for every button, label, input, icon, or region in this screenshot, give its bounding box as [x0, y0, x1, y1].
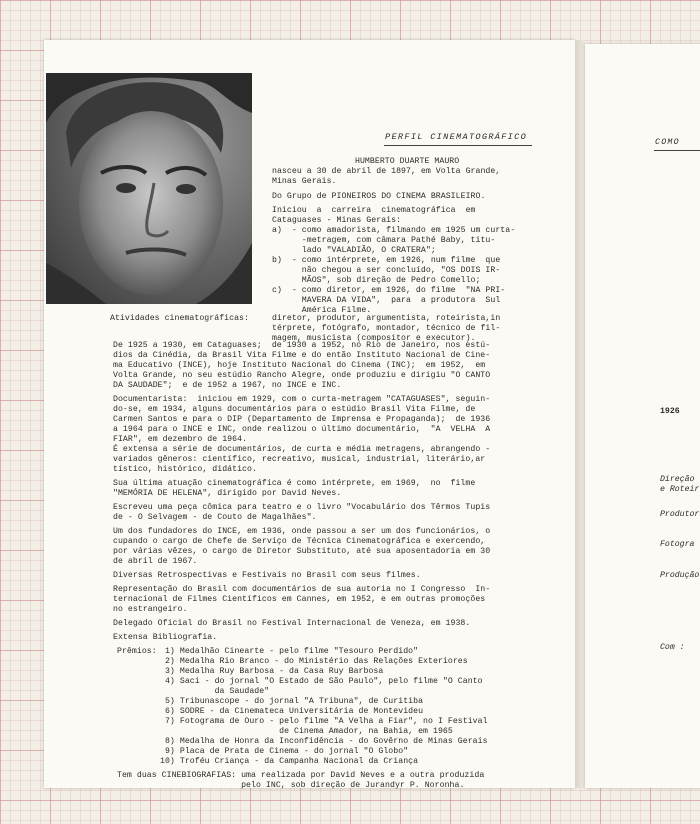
prize-item: 5) Tribunascope - do jornal "A Tribuna", de Curitiba — [160, 697, 424, 706]
intro-line: nasceu a 30 de abril de 1897, em Volta Grande, — [272, 167, 501, 176]
career-line: não chegou a ser concluído, "OS DOIS IR- — [272, 266, 501, 275]
career-line: MAVERA DA VIDA", para a produtora Sul — [272, 296, 501, 305]
career-line: América Filme. — [272, 306, 372, 315]
body-line: ternacional de Filmes Científicos em Cannes, em 1952, e em outras promoções — [113, 595, 486, 604]
right-label: Com : — [660, 643, 685, 652]
right-year: 1926 — [660, 407, 680, 416]
body-line: tístico, histórico, didático. — [113, 465, 257, 474]
body-line: no estrangeiro. — [113, 605, 188, 614]
body-line: Documentarista: iniciou em 1929, com o curta-metragem "CATAGUASES", seguin- — [113, 395, 491, 404]
body-line: DA SAUDADE"; e de 1952 a 1967, no INCE e INC. — [113, 381, 342, 390]
cinebio-line: pelo INC, sob direção de Jurandyr P. Noronha. — [117, 781, 465, 790]
activities-line: térprete, fotógrafo, montador, técnico de fil- — [272, 324, 501, 333]
career-line: c) - como diretor, em 1926, do filme "NA PRI- — [272, 286, 506, 295]
prizes-label: Prêmios: — [117, 647, 157, 656]
body-line: ma Educativo (INCE), hoje Instituto Nacional do Cinema (INC); em 1952, em — [113, 361, 486, 370]
prize-item: 8) Medalha de Honra da Inconfidência - do Govêrno de Minas Gerais — [160, 737, 488, 746]
career-line: -metragem, com câmara Pathé Baby, titu- — [272, 236, 496, 245]
cinebio-line: Tem duas CINEBIOGRAFIAS: uma realizada por David Neves e a outra produzida — [117, 771, 485, 780]
body-line: de abril de 1967. — [113, 557, 198, 566]
career-line: a) - como amadorista, filmando em 1925 um curta- — [272, 226, 516, 235]
body-line: Extensa Bibliografia. — [113, 633, 218, 642]
right-label: Direção — [660, 475, 695, 484]
career-line: Iniciou a carreira cinematográfica em — [272, 206, 476, 215]
body-line: Sua última atuação cinematográfica é como intérprete, em 1969, no filme — [113, 479, 476, 488]
prize-item: 1) Medalhão Cinearte - pelo filme "Tesouro Perdido" — [160, 647, 419, 656]
prize-item: 2) Medalha Rio Branco - do Ministério das Relações Exteriores — [160, 657, 468, 666]
right-label: e Roteir — [660, 485, 700, 494]
body-line: a 1964 para o INCE e INC, onde realizou o último documentário, "A VELHA A — [113, 425, 491, 434]
body-line: do-se, em 1934, alguns documentários para o estúdio Brasil Vita Filme, de — [113, 405, 476, 414]
prize-item: 9) Placa de Prata de Cinema - do jornal "O Globo" — [160, 747, 409, 756]
pioneers-line: Do Grupo de PIONEIROS DO CINEMA BRASILEIRO. — [272, 192, 486, 201]
prize-item: 10) Troféu Criança - da Campanha Nacional da Criança — [160, 757, 419, 766]
body-line: Escreveu uma peça cômica para teatro e o livro "Vocabulário dos Têrmos Tupis — [113, 503, 491, 512]
body-line: É extensa a série de documentários, de curta e média metragens, abrangendo - — [113, 445, 491, 454]
right-label: Fotogra — [660, 540, 695, 549]
career-line: Cataguases - Minas Gerais: — [272, 216, 402, 225]
body-line: por várias vêzes, o cargo de Diretor Substituto, até sua aposentadoria em 30 — [113, 547, 491, 556]
body-line: de - O Selvagem - de Couto de Magalhães". — [113, 513, 317, 522]
prize-item: 4) Saci - do jornal "O Estado de São Paulo", pelo filme "O Canto — [160, 677, 483, 686]
body-line: Diversas Retrospectivas e Festivais no Brasil com seus filmes. — [113, 571, 421, 580]
portrait-photo — [46, 73, 252, 304]
right-label: Produção — [660, 571, 700, 580]
body-line: Delegado Oficial do Brasil no Festival Internacional de Veneza, em 1938. — [113, 619, 471, 628]
portrait-illustration — [46, 73, 252, 304]
body-line: dios da Cinédia, da Brasil Vita Filme e do então Instituto Nacional de Cine- — [113, 351, 491, 360]
right-page — [585, 44, 700, 788]
page-gutter — [575, 40, 585, 788]
right-label: Produtor — [660, 510, 700, 519]
prize-item: 3) Medalha Ruy Barbosa - da Casa Ruy Barbosa — [160, 667, 384, 676]
prize-item: 7) Fotograma de Ouro - pelo filme "A Velha a Fiar", no I Festival — [160, 717, 488, 726]
activities-line: diretor, produtor, argumentista, roteirista,in — [272, 314, 501, 323]
intro-line: Minas Gerais. — [272, 177, 337, 186]
career-line: MÃOS", sob direção de Pedro Comello; — [272, 276, 481, 285]
body-line: Volta Grande, no seu estúdio Rancho Alegre, onde produziu e dirigiu "O CANTO — [113, 371, 491, 380]
body-line: Carmen Santos e para o DIP (Departamento de Imprensa e Propaganda); de 1936 — [113, 415, 491, 424]
body-line: De 1925 a 1930, em Cataguases; de 1930 a 1952, no Rio de Janeiro, nos estú- — [113, 341, 491, 350]
body-line: FIAR", em dezembro de 1964. — [113, 435, 248, 444]
body-line: cupando o cargo de Chefe de Serviço de Técnica Cinematográfica e exercendo, — [113, 537, 486, 546]
intro-name: HUMBERTO DUARTE MAURO — [355, 157, 460, 166]
activities-label: Atividades cinematográficas: — [110, 314, 249, 323]
body-line: "MEMÓRIA DE HELENA", dirigido por David Neves. — [113, 489, 342, 498]
body-line: variados gêneros: científico, recreativo, musical, industrial, literário,ar — [113, 455, 486, 464]
prize-item: de Cinema Amador, na Bahia, em 1965 — [160, 727, 453, 736]
activities-line: magem, musicista (compositor e executor). — [272, 334, 476, 343]
section-title: PERFIL CINEMATOGRÁFICO — [385, 132, 528, 142]
career-line: b) - como intérprete, em 1926, num filme que — [272, 256, 501, 265]
body-line: Um dos fundadores do INCE, em 1936, onde passou a ser um dos funcionários, o — [113, 527, 491, 536]
section-title-rule — [384, 145, 532, 146]
prize-item: da Saudade" — [160, 687, 270, 696]
career-line: lado "VALADIÃO, O CRATERA"; — [272, 246, 436, 255]
prize-item: 6) SODRE - da Cinemateca Universitária de Montevideu — [160, 707, 424, 716]
body-line: Representação do Brasil com documentários de sua autoria no I Congresso In- — [113, 585, 491, 594]
right-header: COMO — [655, 138, 680, 147]
right-header-rule — [654, 150, 700, 151]
